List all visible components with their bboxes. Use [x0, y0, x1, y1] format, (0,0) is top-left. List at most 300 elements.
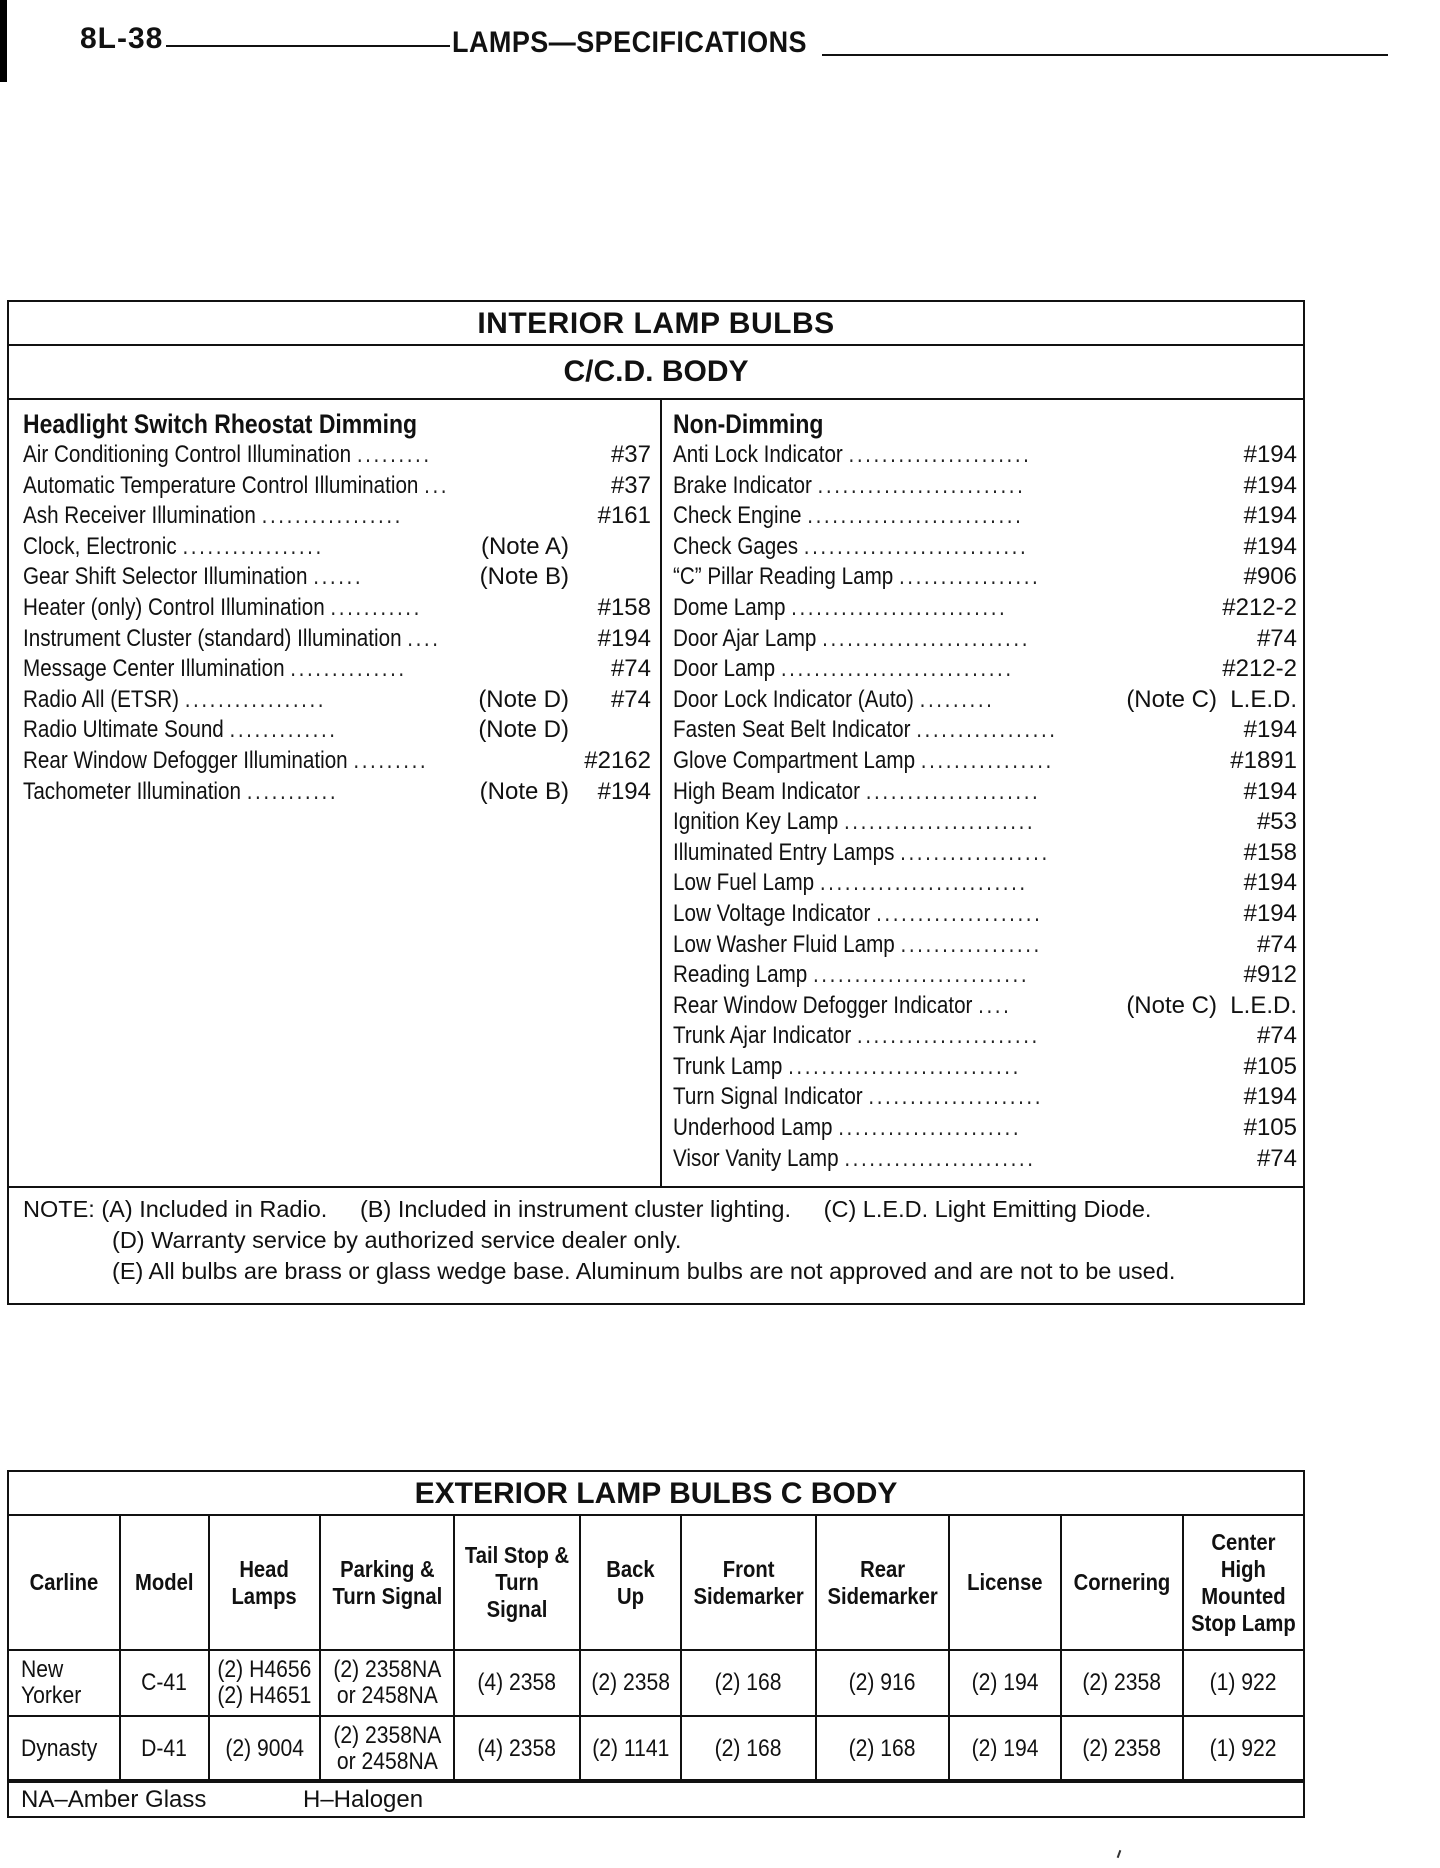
header-line: Model — [135, 1569, 194, 1595]
cell-back-up — [580, 1650, 681, 1716]
header-line: Head — [239, 1555, 290, 1582]
leader-dots: ................. — [184, 685, 327, 713]
lamp-name: Underhood Lamp — [673, 1114, 833, 1142]
interior-notes — [23, 1194, 1293, 1287]
leader-dots: ... — [424, 471, 450, 499]
cell-line: (2) 916 — [849, 1669, 916, 1696]
cell-text — [333, 1723, 441, 1775]
header-line: License — [967, 1569, 1043, 1595]
lamp-row — [673, 501, 1297, 532]
lamp-row — [673, 1021, 1297, 1052]
cell-text — [1083, 1670, 1162, 1696]
leader-dots: .............. — [290, 655, 407, 683]
bulb-number: #906 — [1243, 563, 1297, 591]
column-header-text — [1191, 1529, 1296, 1637]
cell-line: (2) 2358 — [1082, 1669, 1162, 1696]
header-line: Sidemarker — [693, 1582, 804, 1609]
leader-dots: ............. — [229, 716, 338, 744]
lamp-name: Instrument Cluster (standard) Illumination — [23, 624, 402, 652]
bulb-number: #194 — [1243, 869, 1297, 897]
bulb-number: #37 — [610, 471, 651, 499]
leader-dots: .... — [407, 624, 441, 652]
header-line: High — [1221, 1555, 1266, 1582]
lamp-row — [673, 593, 1297, 624]
lamp-row — [673, 715, 1297, 746]
lamp-name: Turn Signal Indicator — [673, 1083, 863, 1111]
header-line: Carline — [29, 1569, 99, 1595]
column-header-text — [332, 1556, 442, 1610]
column-header-text — [232, 1556, 297, 1610]
cell-line: (2) 2358 — [591, 1669, 670, 1696]
note-line-3: (E) All bulbs are brass or glass wedge base. Aluminum bulbs are not approved and are not to be used. — [112, 1258, 1176, 1284]
leader-dots: ............................ — [788, 1052, 1021, 1080]
column-header — [949, 1516, 1061, 1650]
lamp-note: (Note D) — [478, 716, 569, 744]
cell-line: or 2458NA — [336, 1748, 438, 1775]
page-header — [80, 18, 1390, 68]
lamp-note: (Note C) — [1126, 991, 1217, 1019]
non-dimming-heading: Non-Dimming — [673, 409, 824, 439]
note-line-2: (D) Warranty service by authorized service dealer only. — [112, 1227, 682, 1253]
dimming-column — [23, 408, 651, 807]
lamp-name: Check Gages — [673, 532, 799, 560]
lamp-name: Brake Indicator — [673, 471, 812, 499]
cell-line: (2) 2358NA — [332, 1656, 441, 1683]
bulb-number: #74 — [1256, 624, 1297, 652]
column-header-text — [30, 1569, 99, 1596]
lamp-label — [673, 654, 1014, 685]
header-line: Up — [616, 1582, 644, 1609]
lamp-name: Rear Window Defogger Illumination — [23, 746, 348, 774]
lamp-name: Radio Ultimate Sound — [23, 716, 224, 744]
column-header — [320, 1516, 454, 1650]
bulb-number: #194 — [1243, 532, 1297, 560]
lamp-label — [673, 930, 1042, 961]
bulb-number: #194 — [1243, 471, 1297, 499]
leader-dots: ..................... — [868, 1083, 1044, 1111]
lamp-name: Reading Lamp — [673, 961, 808, 989]
lamp-row — [673, 899, 1297, 930]
lamp-row — [673, 930, 1297, 961]
cell-text — [225, 1736, 304, 1762]
cell-text — [333, 1657, 441, 1709]
column-header-text — [693, 1556, 803, 1610]
cell-line: (2) 2358NA — [332, 1722, 441, 1749]
lamp-label — [23, 715, 338, 746]
lamp-label — [673, 1144, 1036, 1175]
cell-line: Dynasty — [21, 1735, 98, 1762]
header-rule-left — [166, 45, 450, 47]
lamp-row — [673, 440, 1297, 471]
page-edge-bar — [0, 0, 7, 82]
lamp-row — [673, 471, 1297, 502]
interior-subtitle: C/C.D. BODY — [9, 346, 1303, 400]
bulb-number: #74 — [1256, 1022, 1297, 1050]
bulb-number: #194 — [1243, 441, 1297, 468]
column-header-text — [462, 1542, 571, 1623]
cell-text — [592, 1736, 669, 1762]
lamp-label — [673, 440, 1031, 471]
column-header — [209, 1516, 320, 1650]
cell-text — [972, 1736, 1039, 1762]
interior-title: INTERIOR LAMP BULBS — [9, 302, 1303, 346]
column-header-text — [967, 1569, 1042, 1596]
bulb-number: #105 — [1243, 1052, 1297, 1080]
lamp-row — [23, 501, 651, 532]
lamp-label — [673, 1113, 1021, 1144]
lamp-name: Door Lamp — [673, 655, 776, 683]
lamp-label — [673, 868, 1028, 899]
cell-text — [142, 1670, 188, 1696]
cell-chmsl — [1183, 1650, 1303, 1716]
bulb-number: #74 — [1256, 1144, 1297, 1172]
cell-tail-stop — [454, 1650, 580, 1716]
lamp-label — [23, 562, 363, 593]
cell-carline — [9, 1716, 120, 1782]
cell-chmsl — [1183, 1716, 1303, 1782]
lamp-name: Glove Compartment Lamp — [673, 746, 916, 774]
lamp-row — [673, 991, 1297, 1022]
cell-text — [478, 1670, 557, 1696]
cell-line: (2) 194 — [971, 1669, 1039, 1696]
lamp-name: Anti Lock Indicator — [673, 441, 843, 468]
bulb-number: #194 — [1243, 1083, 1297, 1111]
bulb-number: #212-2 — [1222, 655, 1297, 683]
cell-license — [949, 1716, 1061, 1782]
lamp-label — [23, 746, 428, 777]
lamp-note: (Note C) — [1126, 685, 1217, 713]
lamp-name: Tachometer Illumination — [23, 777, 241, 805]
lamp-note: (Note B) — [479, 777, 569, 805]
notes-divider — [9, 1186, 1303, 1188]
header-line: Back — [606, 1555, 655, 1582]
header-line: Front — [722, 1555, 775, 1582]
bulb-number: #194 — [1243, 899, 1297, 927]
lamp-name: Heater (only) Control Illumination — [23, 593, 325, 621]
cell-head-lamps — [209, 1650, 320, 1716]
lamp-name: Clock, Electronic — [23, 532, 177, 560]
leader-dots: ................. — [898, 563, 1041, 591]
cell-line: (2) 168 — [849, 1735, 916, 1762]
bulb-number: #37 — [610, 441, 651, 468]
header-line: Stop Lamp — [1191, 1609, 1296, 1636]
lamp-row — [673, 654, 1297, 685]
lamp-label — [23, 624, 441, 655]
lamp-label — [673, 1021, 1040, 1052]
cell-rear-sidemarker — [816, 1650, 949, 1716]
lamp-name: Low Voltage Indicator — [673, 899, 871, 927]
lamp-label — [673, 471, 1025, 502]
cell-line: (2) 194 — [971, 1735, 1039, 1762]
column-header-text — [827, 1556, 937, 1610]
leader-dots: ................ — [920, 746, 1054, 774]
cell-line: (4) 2358 — [477, 1669, 557, 1696]
cell-text — [1210, 1736, 1277, 1762]
lamp-row — [23, 624, 651, 655]
leader-dots: .......................... — [791, 593, 1008, 621]
lamp-name: “C” Pillar Reading Lamp — [673, 563, 894, 591]
cell-parking — [320, 1650, 454, 1716]
column-header — [454, 1516, 580, 1650]
leader-dots: ........................... — [803, 532, 1029, 560]
bulb-number: #194 — [1243, 502, 1297, 530]
lamp-row — [23, 532, 651, 563]
cell-text — [1083, 1736, 1162, 1762]
cell-line: D-41 — [141, 1735, 188, 1762]
cell-line: (2) 168 — [715, 1735, 782, 1762]
cell-line: Yorker — [21, 1682, 82, 1709]
leader-dots: ....................... — [844, 1144, 1036, 1172]
leader-dots: ......................... — [819, 869, 1028, 897]
lamp-label — [23, 777, 338, 808]
lamp-name: Visor Vanity Lamp — [673, 1144, 839, 1172]
leader-dots: ......... — [353, 746, 429, 774]
header-line: Tail Stop & — [464, 1542, 570, 1568]
leader-dots: .................... — [876, 899, 1043, 927]
leader-dots: ................. — [916, 716, 1058, 744]
lamp-label — [673, 838, 1050, 869]
cell-text — [715, 1736, 782, 1762]
note-line-1: NOTE: (A) Included in Radio. (B) Included in instrument cluster lighting. (C) L.E.D. Light Emitting Diode. — [23, 1196, 1152, 1222]
leader-dots: ...................... — [838, 1114, 1022, 1142]
bulb-number: #912 — [1243, 961, 1297, 989]
lamp-row — [673, 807, 1297, 838]
column-header — [1183, 1516, 1303, 1650]
cell-line: New — [21, 1656, 64, 1683]
bulb-number: L.E.D. — [1230, 685, 1297, 713]
bulb-number: #53 — [1256, 808, 1297, 836]
lamp-name: Air Conditioning Control Illumination — [23, 441, 352, 468]
leader-dots: ....................... — [843, 808, 1036, 836]
lamp-name: Low Washer Fluid Lamp — [673, 930, 895, 958]
header-rule-right — [822, 54, 1388, 56]
cell-rear-sidemarker — [816, 1716, 949, 1782]
lamp-label — [673, 532, 1028, 563]
cell-text — [591, 1670, 670, 1696]
lamp-label — [23, 532, 324, 563]
cell-text — [1210, 1670, 1277, 1696]
header-line: Mounted — [1201, 1582, 1286, 1609]
lamp-name: Rear Window Defogger Indicator — [673, 991, 973, 1019]
lamp-name: Radio All (ETSR) — [23, 685, 179, 713]
leader-dots: ......................... — [817, 471, 1026, 499]
lamp-label — [673, 593, 1007, 624]
leader-dots: .......................... — [807, 502, 1024, 530]
cell-text — [218, 1657, 312, 1709]
leader-dots: ......... — [356, 441, 432, 468]
column-header — [816, 1516, 949, 1650]
page-number: 8L-38 — [80, 22, 164, 55]
lamp-note: (Note A) — [480, 532, 569, 560]
non-dimming-column — [673, 408, 1297, 1174]
lamp-row — [673, 777, 1297, 808]
column-header — [9, 1516, 120, 1650]
lamp-row — [673, 960, 1297, 991]
leader-dots: .................. — [900, 838, 1050, 866]
leader-dots: ................. — [261, 502, 403, 530]
column-header — [681, 1516, 816, 1650]
cell-license — [949, 1650, 1061, 1716]
bulb-number: #194 — [597, 777, 651, 805]
lamp-row — [673, 868, 1297, 899]
table-header-row — [9, 1516, 1303, 1650]
cell-parking — [320, 1716, 454, 1782]
leader-dots: ........... — [330, 593, 422, 621]
cell-line: C-41 — [141, 1669, 188, 1696]
lamp-label — [673, 746, 1054, 777]
legend-halogen: H–Halogen — [303, 1786, 424, 1813]
interior-lamp-bulbs-box — [7, 300, 1305, 1305]
lamp-name: Dome Lamp — [673, 593, 786, 621]
lamp-label — [23, 501, 403, 532]
lamp-row — [673, 562, 1297, 593]
header-line: Lamps — [231, 1582, 298, 1609]
leader-dots: ......... — [919, 685, 995, 713]
cell-front-sidemarker — [681, 1650, 816, 1716]
cell-line: (2) 168 — [715, 1669, 782, 1696]
lamp-name: Ignition Key Lamp — [673, 808, 839, 836]
leader-dots: .... — [978, 991, 1012, 1019]
lamp-label — [673, 685, 994, 716]
leader-dots: ..................... — [865, 777, 1041, 805]
legend-amber-glass: NA–Amber Glass — [21, 1786, 207, 1813]
bulb-number: #161 — [597, 502, 651, 530]
stray-mark — [1117, 1850, 1122, 1858]
lamp-row — [673, 685, 1297, 716]
lamp-name: Illuminated Entry Lamps — [673, 838, 895, 866]
cell-head-lamps — [209, 1716, 320, 1782]
cell-model — [120, 1650, 209, 1716]
cell-tail-stop — [454, 1716, 580, 1782]
lamp-name: Door Ajar Lamp — [673, 624, 817, 652]
bulb-number: #74 — [1256, 930, 1297, 958]
lamp-label — [673, 807, 1035, 838]
bulb-number: #158 — [1243, 838, 1297, 866]
lamp-label — [673, 501, 1023, 532]
column-header — [120, 1516, 209, 1650]
leader-dots: ........... — [246, 777, 339, 805]
cell-model — [120, 1716, 209, 1782]
lamp-label — [23, 593, 422, 624]
bulb-number: #212-2 — [1222, 593, 1297, 621]
cell-text — [478, 1736, 557, 1762]
column-header-text — [1074, 1569, 1171, 1596]
cell-line: (1) 922 — [1210, 1735, 1277, 1762]
lamp-label — [673, 777, 1040, 808]
lamp-row — [673, 532, 1297, 563]
cell-line: (4) 2358 — [477, 1735, 557, 1762]
cell-cornering — [1061, 1716, 1183, 1782]
leader-dots: ............................ — [780, 655, 1014, 683]
lamp-row — [673, 746, 1297, 777]
cell-text — [972, 1670, 1039, 1696]
header-line: Turn Signal — [486, 1569, 548, 1622]
lamp-label — [23, 440, 432, 471]
lamp-label — [673, 899, 1042, 930]
table-row — [9, 1716, 1303, 1782]
cell-line: (2) 1141 — [591, 1735, 670, 1762]
header-line: Sidemarker — [827, 1582, 938, 1609]
lamp-row — [23, 746, 651, 777]
lamp-row — [673, 1113, 1297, 1144]
lamp-name: Fasten Seat Belt Indicator — [673, 716, 911, 744]
bulb-number: #194 — [1243, 777, 1297, 805]
header-line: Cornering — [1073, 1569, 1171, 1595]
lamp-name: Door Lock Indicator (Auto) — [673, 685, 914, 713]
bulb-number: #105 — [1243, 1114, 1297, 1142]
bulb-number: L.E.D. — [1230, 991, 1297, 1019]
lamp-row — [673, 1082, 1297, 1113]
lamp-name: Trunk Lamp — [673, 1052, 783, 1080]
cell-text — [21, 1657, 81, 1709]
table-body — [9, 1650, 1303, 1782]
lamp-label — [673, 1052, 1021, 1083]
lamp-row — [23, 685, 651, 716]
exterior-lamp-bulbs-box — [7, 1470, 1305, 1818]
leader-dots: ......................... — [822, 624, 1031, 652]
header-line: Rear — [859, 1555, 906, 1582]
lamp-name: Message Center Illumination — [23, 655, 285, 683]
lamp-name: Automatic Temperature Control Illumination — [23, 471, 419, 499]
leader-dots: ...... — [313, 563, 364, 591]
lamp-name: Gear Shift Selector Illumination — [23, 563, 308, 591]
bulb-number: #2162 — [584, 746, 651, 774]
lamp-note: (Note B) — [479, 563, 569, 591]
column-header-text — [135, 1569, 193, 1596]
lamp-name: Trunk Ajar Indicator — [673, 1022, 852, 1050]
lamp-row — [23, 715, 651, 746]
cell-line: (2) H4656 — [217, 1656, 312, 1683]
lamp-name: Ash Receiver Illumination — [23, 502, 256, 530]
bulb-number: #158 — [597, 593, 651, 621]
table-row — [9, 1650, 1303, 1716]
bulb-number: #1891 — [1230, 746, 1297, 774]
exterior-bulb-table — [9, 1516, 1303, 1783]
page-title: LAMPS—SPECIFICATIONS — [452, 26, 808, 59]
cell-front-sidemarker — [681, 1716, 816, 1782]
lamp-row — [23, 440, 651, 471]
cell-text — [849, 1670, 916, 1696]
lamp-label — [673, 624, 1030, 655]
cell-line: (1) 922 — [1210, 1669, 1277, 1696]
bulb-number: #74 — [610, 685, 651, 713]
bulb-number: #74 — [610, 655, 651, 683]
header-line: Turn Signal — [332, 1582, 442, 1609]
leader-dots: ...................... — [848, 441, 1032, 468]
lamp-label — [673, 562, 1040, 593]
lamp-label — [673, 1082, 1043, 1113]
cell-line: (2) H4651 — [217, 1682, 312, 1709]
lamp-name: High Beam Indicator — [673, 777, 861, 805]
cell-back-up — [580, 1716, 681, 1782]
leader-dots: ................. — [182, 532, 324, 560]
cell-line: (2) 2358 — [1082, 1735, 1162, 1762]
cell-carline — [9, 1650, 120, 1716]
cell-line: (2) 9004 — [225, 1735, 304, 1762]
lamp-label — [23, 654, 407, 685]
lamp-row — [673, 1052, 1297, 1083]
lamp-row — [23, 471, 651, 502]
lamp-row — [23, 562, 651, 593]
column-header — [580, 1516, 681, 1650]
lamp-label — [673, 991, 1011, 1022]
lamp-row — [673, 838, 1297, 869]
column-divider — [660, 400, 662, 1186]
cell-text — [849, 1736, 916, 1762]
exterior-legend — [9, 1779, 1303, 1818]
lamp-row — [23, 654, 651, 685]
lamp-label — [673, 715, 1058, 746]
